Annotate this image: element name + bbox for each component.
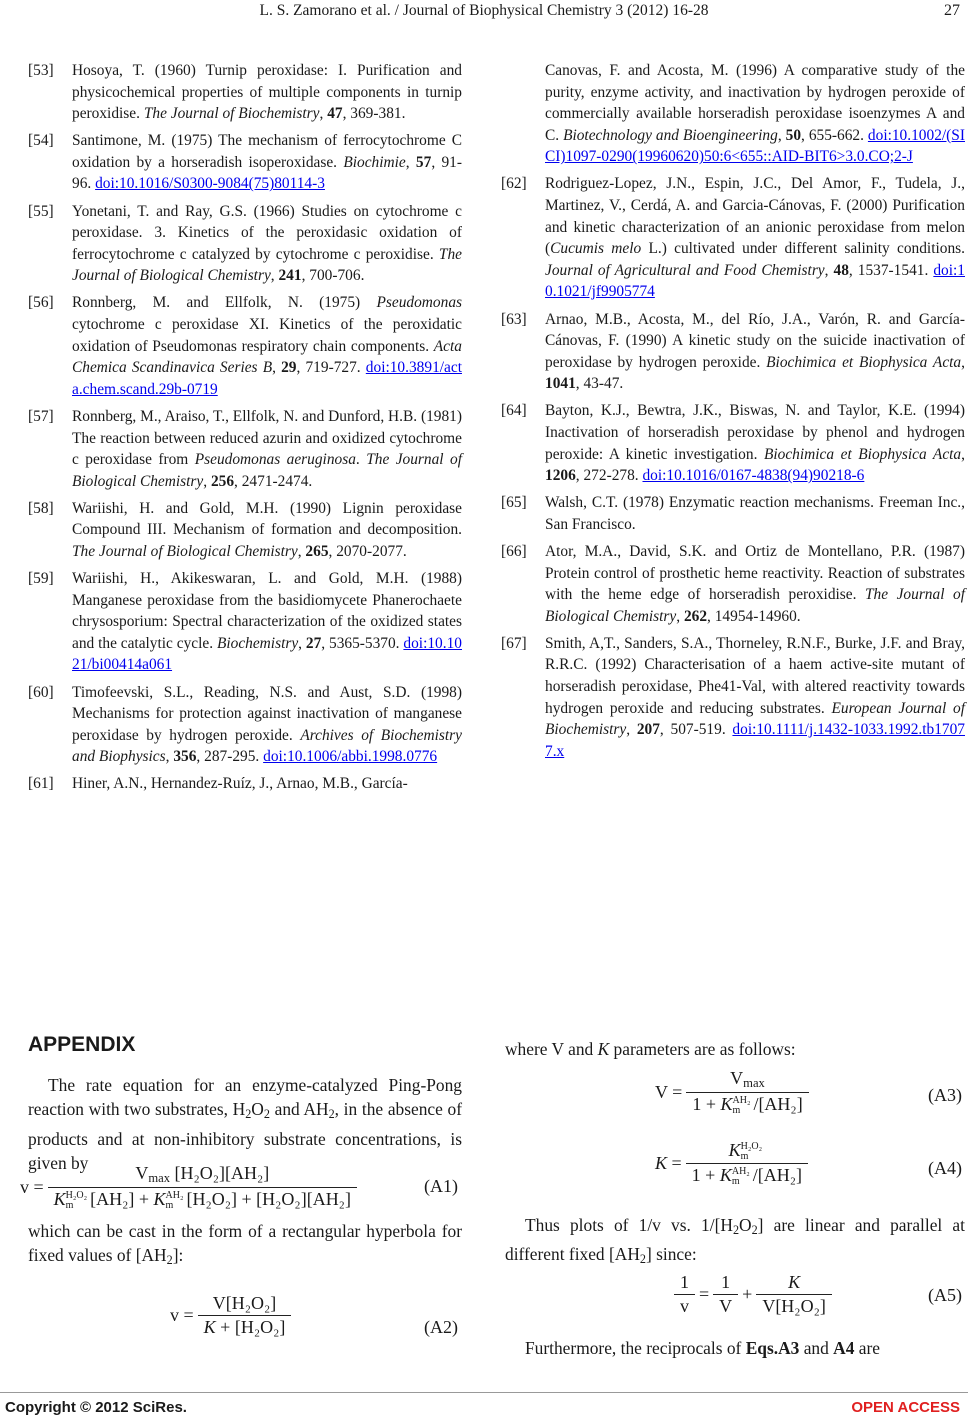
text-segment: 2 bbox=[639, 1252, 646, 1267]
reference-item bbox=[28, 773, 462, 795]
reference-text bbox=[72, 406, 462, 492]
text-segment: , 272-278. bbox=[575, 467, 643, 485]
eq-text: [H₂O₂][AH₂] bbox=[174, 1163, 270, 1183]
italic-text: Journal of Agricultural and Food Chemistry bbox=[545, 261, 825, 279]
fraction bbox=[686, 1140, 808, 1187]
doi-link[interactable]: doi:10.1006/abbi.1998.0776 bbox=[263, 748, 438, 766]
eq-text: K bbox=[53, 1189, 66, 1210]
reference-item bbox=[28, 498, 462, 563]
eq-text: /[AH₂] bbox=[753, 1094, 803, 1115]
text-segment: , 91-96. bbox=[72, 153, 462, 193]
eq-text: [H₂O₂] bbox=[775, 1296, 826, 1316]
italic-text: European Journal of Biochemistry bbox=[545, 699, 965, 739]
text-segment: and AH bbox=[269, 1099, 329, 1120]
text-segment: Canovas, F. and Acosta, M. (1996) A comparative study of the purity, enzyme activity, and inactivation by hydrogen peroxide of commercially available horseradish peroxidase isoenzymes A and C. bbox=[545, 62, 965, 144]
text-segment: The rate equation for an enzyme-catalyzed Ping-Pong reaction with two substrates, H bbox=[28, 1075, 462, 1120]
text-segment: O bbox=[739, 1215, 752, 1235]
eq-text: [H₂O₂] + [H₂O₂][AH₂] bbox=[186, 1189, 351, 1210]
text-segment: Thus plots of 1/v vs. 1/[H bbox=[525, 1215, 733, 1235]
fraction bbox=[756, 1272, 832, 1317]
eq-text: AH₂ bbox=[731, 1165, 750, 1177]
equation-label: (A2) bbox=[424, 1317, 458, 1337]
italic-text: K bbox=[597, 1039, 610, 1059]
eq-text: 1 + bbox=[691, 1164, 716, 1185]
fraction bbox=[713, 1272, 738, 1317]
text-segment: ] since: bbox=[645, 1244, 697, 1265]
text-segment: Ronnberg, M. and Ellfolk, N. (1975) bbox=[72, 294, 377, 312]
italic-text: Pseudomonas bbox=[376, 294, 462, 312]
text-segment: , bbox=[165, 748, 174, 766]
eq-text: /[AH₂] bbox=[752, 1164, 803, 1185]
reference-text bbox=[72, 201, 462, 287]
reference-item bbox=[501, 309, 965, 395]
footer-open-access: OPEN ACCESS bbox=[851, 1399, 960, 1416]
reference-text bbox=[545, 400, 965, 486]
bold-text: 262 bbox=[683, 607, 708, 625]
doi-link[interactable]: doi:10.1021/bi00414a061 bbox=[72, 634, 462, 674]
eq-text: V bbox=[212, 1293, 226, 1313]
text-segment: , bbox=[405, 153, 416, 171]
bold-text: A4 bbox=[833, 1338, 855, 1358]
reference-number: [57] bbox=[28, 407, 54, 425]
equation-label: (A1) bbox=[424, 1176, 458, 1196]
text-segment: Walsh, C.T. (1978) Enzymatic reaction mechanisms. Freeman Inc., San Francisco. bbox=[545, 494, 965, 533]
text-segment: , bbox=[961, 445, 965, 463]
bold-text: 1041 bbox=[545, 375, 576, 393]
eq-text: V bbox=[762, 1296, 776, 1316]
equation-label: (A4) bbox=[928, 1158, 962, 1178]
text-segment: , 2471-2474. bbox=[234, 472, 313, 490]
eq-lhs: V = bbox=[655, 1081, 683, 1102]
appendix-paragraph bbox=[505, 1213, 965, 1272]
text-segment: Arnao, M.B., Acosta, M., del Río, J.A., Varón, R. and García-Cánovas, F. (1990) A kinetic study on the suicide inactivation of peroxidase by hydrogen peroxide. bbox=[545, 310, 965, 371]
text-segment: , 369-381. bbox=[342, 105, 406, 123]
text-segment: parameters are as follows: bbox=[609, 1039, 796, 1059]
text-segment: , bbox=[961, 353, 965, 371]
eq-text: max bbox=[148, 1171, 170, 1186]
bold-text: 207 bbox=[636, 721, 660, 739]
eq-text: V bbox=[135, 1163, 149, 1183]
reference-text bbox=[72, 60, 462, 125]
eq-text: = bbox=[699, 1284, 710, 1304]
fraction: $\frac{1}{v}$ bbox=[674, 1272, 695, 1317]
bold-text: 29 bbox=[281, 359, 297, 377]
text-segment: 2 bbox=[166, 1253, 173, 1268]
eq-lhs: K bbox=[655, 1152, 668, 1173]
reference-number: [60] bbox=[28, 683, 54, 701]
italic-text: Acta Chemica Scandinavica Series B bbox=[72, 337, 462, 377]
eq-text: K bbox=[788, 1272, 801, 1292]
italic-text: Pseudomonas aeruginosa bbox=[194, 451, 356, 469]
equation-a1 bbox=[20, 1163, 361, 1211]
eq-text: m bbox=[65, 1200, 74, 1212]
footer-copyright: Copyright © 2012 SciRes. bbox=[5, 1399, 187, 1416]
reference-number: [67] bbox=[501, 634, 527, 652]
reference-item bbox=[501, 400, 965, 486]
references-right-column bbox=[501, 60, 965, 768]
eq-lhs: v = bbox=[170, 1305, 194, 1325]
text-segment: Santimone, M. (1975) The mechanism of ferrocytochrome C oxidation by a horseradish isoperoxidase. bbox=[72, 132, 462, 171]
appendix-paragraph bbox=[505, 1336, 965, 1360]
eq-text: max bbox=[743, 1076, 765, 1091]
eq-text: AH₂ bbox=[165, 1190, 184, 1202]
eq-text: m bbox=[732, 1105, 741, 1117]
reference-text bbox=[545, 492, 965, 535]
bold-text: 50 bbox=[785, 126, 802, 144]
reference-text bbox=[72, 130, 462, 195]
bold-text: 48 bbox=[833, 261, 849, 279]
equation-a3 bbox=[655, 1068, 813, 1116]
text-segment: , 14954-14960. bbox=[707, 607, 801, 625]
text-segment: , 287-295. bbox=[196, 748, 264, 766]
text-segment: ] are linear and parallel at different fixed [AH bbox=[505, 1215, 965, 1265]
text-segment: are bbox=[854, 1338, 880, 1358]
doi-link[interactable]: doi:10.1016/0167-4838(94)90218-6 bbox=[642, 467, 865, 485]
footer-divider bbox=[0, 1392, 968, 1393]
text-segment: Ronnberg, M., Araiso, T., Ellfolk, N. and Dunford, H.B. (1981) The reaction between reduced azurin and oxidized cytochrome c peroxidase from bbox=[72, 407, 462, 469]
text-segment: Rodriguez-Lopez, J.N., Espin, J.C., Del Amor, F., Tudela, J., Martinez, V., Cerdá, A. and Garcia-Cánovas, F. (2000) Purification and kinetic characterization of an anionic peroxidase from melon ( bbox=[545, 175, 965, 258]
reference-number bbox=[501, 60, 545, 168]
reference-item bbox=[28, 682, 462, 768]
reference-item bbox=[501, 492, 965, 535]
eq-text: [H₂O₂] bbox=[225, 1293, 277, 1313]
text-segment: , 507-519. bbox=[659, 721, 733, 739]
text-segment: . bbox=[355, 451, 367, 469]
bold-text: 57 bbox=[415, 153, 432, 171]
text-segment: Furthermore, the reciprocals of bbox=[525, 1338, 746, 1358]
fraction bbox=[198, 1293, 292, 1338]
reference-item bbox=[501, 60, 965, 168]
bold-text: 1206 bbox=[545, 467, 576, 485]
text-segment: , 43-47. bbox=[575, 375, 624, 393]
doi-link[interactable]: doi:10.3891/acta.chem.scand.29b-0719 bbox=[72, 359, 462, 398]
eq-text: m bbox=[165, 1200, 174, 1212]
italic-text: Biochemistry bbox=[216, 634, 299, 652]
eq-text: 1 bbox=[680, 1272, 689, 1292]
eq-text: m bbox=[740, 1150, 749, 1162]
bold-text: 241 bbox=[278, 267, 302, 285]
reference-number: [62] bbox=[501, 175, 527, 193]
reference-number: [56] bbox=[28, 294, 54, 312]
italic-text: Biotechnology and Bioengineering bbox=[563, 126, 778, 144]
appendix-heading: APPENDIX bbox=[28, 1033, 136, 1056]
reference-item bbox=[501, 633, 965, 763]
reference-text bbox=[545, 173, 965, 303]
italic-text: Biochimie bbox=[343, 153, 406, 171]
text-segment: L.) cultivated under different salinity conditions. bbox=[641, 240, 965, 258]
reference-number: [53] bbox=[28, 62, 54, 79]
eq-text: m bbox=[731, 1175, 740, 1187]
doi-link[interactable]: doi:10.1021/jf9905774 bbox=[545, 261, 965, 301]
fraction bbox=[48, 1163, 357, 1211]
text-segment: which can be cast in the form of a rectangular hyperbola for fixed values of [AH bbox=[28, 1221, 462, 1266]
reference-item bbox=[28, 568, 462, 676]
eq-text: V bbox=[730, 1068, 744, 1088]
text-segment: cytochrome c peroxidase XI. Kinetics of the peroxidatic oxidation of Pseudomonas respiratory chain components. bbox=[72, 316, 462, 355]
reference-number: [65] bbox=[501, 494, 527, 512]
reference-number: [63] bbox=[501, 310, 527, 328]
text-segment: 2 bbox=[328, 1107, 335, 1122]
eq-text: + [H₂O₂] bbox=[220, 1317, 286, 1337]
text-segment: , 655-662. bbox=[801, 126, 868, 144]
reference-item bbox=[28, 292, 462, 400]
reference-number: [64] bbox=[501, 402, 527, 420]
reference-item bbox=[28, 406, 462, 492]
equation-label: (A5) bbox=[928, 1285, 962, 1305]
italic-text: Cucumis melo bbox=[550, 240, 642, 258]
appendix-paragraph bbox=[505, 1037, 965, 1061]
page-number: 27 bbox=[944, 2, 960, 19]
eq-text: K bbox=[719, 1164, 732, 1185]
reference-text bbox=[72, 568, 462, 676]
italic-text: Biochimica et Biophysica Acta bbox=[763, 445, 962, 463]
text-segment: Bayton, K.J., Bewtra, J.K., Biswas, N. and Taylor, K.E. (1994) Inactivation of horseradish peroxidase by phenol and hydrogen peroxide: A kinetic investigation. bbox=[545, 402, 965, 463]
text-segment: Hiner, A.N., Hernandez-Ruíz, J., Arnao, M.B., García- bbox=[72, 775, 408, 793]
reference-text bbox=[545, 633, 965, 763]
bold-text: 356 bbox=[173, 748, 197, 766]
text-segment: , bbox=[626, 721, 637, 739]
fraction bbox=[686, 1068, 808, 1116]
text-segment: Timofeevski, S.L., Reading, N.S. and Aust, S.D. (1998) Mechanisms for protection against inactivation of manganese peroxidase by hydrogen peroxide. bbox=[72, 683, 462, 744]
doi-link[interactable]: doi:10.1016/S0300-9084(75)80114-3 bbox=[95, 175, 325, 193]
text-segment: Hosoya, T. (1960) Turnip peroxidase: I. Purification and physicochemical properties of multiple components in turnip peroxidise. bbox=[72, 62, 462, 123]
text-segment: ]: bbox=[172, 1245, 184, 1266]
reference-text bbox=[545, 309, 965, 395]
reference-text bbox=[545, 60, 965, 168]
text-segment: , bbox=[676, 607, 684, 625]
italic-text: The Journal of Biochemistry bbox=[143, 105, 320, 123]
reference-text bbox=[72, 682, 462, 768]
text-segment: , bbox=[270, 267, 279, 285]
eq-text: H₂O₂ bbox=[740, 1140, 763, 1152]
italic-text: The Journal of Biological Chemistry bbox=[72, 245, 462, 285]
reference-number: [54] bbox=[28, 132, 54, 150]
equation-a5 bbox=[670, 1272, 836, 1317]
reference-item bbox=[501, 173, 965, 303]
eq-lhs: v = bbox=[20, 1176, 44, 1197]
eq-text: K bbox=[728, 1140, 741, 1160]
text-segment: O bbox=[251, 1099, 264, 1120]
eq-text: H₂O₂ bbox=[65, 1190, 88, 1202]
text-segment: , 719-727. bbox=[296, 359, 366, 377]
reference-item bbox=[501, 541, 965, 627]
reference-number: [66] bbox=[501, 542, 527, 560]
italic-text: Archives of Biochemistry and Biophysics bbox=[72, 726, 462, 766]
italic-text: The Journal of Biological Chemistry bbox=[545, 586, 965, 625]
reference-number: [58] bbox=[28, 499, 54, 517]
bold-text: Eqs.A3 bbox=[745, 1338, 800, 1358]
text-segment: , bbox=[824, 261, 834, 279]
text-segment: , bbox=[298, 634, 306, 652]
reference-text bbox=[545, 541, 965, 627]
eq-text: + bbox=[742, 1284, 753, 1304]
reference-item bbox=[28, 201, 462, 287]
reference-number: [59] bbox=[28, 570, 54, 588]
eq-text: = bbox=[671, 1152, 682, 1173]
eq-text: K bbox=[720, 1094, 733, 1115]
text-segment: 2 bbox=[732, 1223, 740, 1238]
eq-text: 1 + bbox=[692, 1094, 716, 1115]
doi-link[interactable]: doi:10.1002/(SICI)1097-0290(19960620)50:6<655::AID-BIT6>3.0.CO;2-J bbox=[545, 126, 965, 166]
reference-text bbox=[72, 498, 462, 563]
reference-item bbox=[28, 60, 462, 125]
text-segment: , bbox=[777, 126, 786, 144]
doi-link[interactable]: doi:10.1111/j.1432-1033.1992.tb17077.x bbox=[545, 721, 965, 760]
equation-a2 bbox=[170, 1293, 295, 1338]
reference-text bbox=[72, 292, 462, 400]
text-segment: Wariishi, H. and Gold, M.H. (1990) Lignin peroxidase Compound III. Mechanism of formation and decomposition. bbox=[72, 499, 462, 539]
eq-text: K bbox=[203, 1317, 216, 1337]
bold-text: 265 bbox=[305, 542, 329, 560]
text-segment: Ator, M.A., David, S.K. and Ortiz de Montellano, P.R. (1987) Protein control of prosthetic heme reactivity. Reaction of substrates with the heme edge of horseradish peroxidise. bbox=[545, 542, 965, 604]
text-segment: , bbox=[272, 359, 282, 377]
text-segment: , 5365-5370. bbox=[321, 634, 404, 652]
bold-text: 256 bbox=[210, 472, 235, 490]
bold-text: 27 bbox=[305, 634, 322, 652]
reference-number: [61] bbox=[28, 775, 54, 793]
text-segment: , 1537-1541. bbox=[848, 261, 934, 279]
text-segment: , in the absence of products and at non-inhibitory substrate concentrations, is given by bbox=[28, 1099, 463, 1173]
appendix-paragraph bbox=[28, 1073, 462, 1175]
references-left-column bbox=[28, 60, 462, 801]
eq-text: V bbox=[713, 1294, 738, 1317]
text-segment: , bbox=[297, 542, 306, 560]
text-segment: , bbox=[203, 472, 211, 490]
running-header: L. S. Zamorano et al. / Journal of Biophysical Chemistry 3 (2012) 16-28 bbox=[259, 2, 709, 19]
equation-a4 bbox=[655, 1140, 812, 1187]
equation-label: (A3) bbox=[928, 1085, 962, 1105]
italic-text: The Journal of Biological Chemistry bbox=[72, 542, 298, 560]
italic-text: Biochimica et Biophysica Acta bbox=[766, 353, 962, 371]
italic-text: The Journal of Biological Chemistry bbox=[72, 451, 462, 490]
text-segment: 2 bbox=[751, 1223, 758, 1238]
text-segment: 2 bbox=[245, 1107, 252, 1122]
text-segment: 2 bbox=[263, 1107, 270, 1122]
text-segment: where V and bbox=[505, 1039, 598, 1059]
eq-text: AH₂ bbox=[732, 1095, 751, 1107]
eq-text: [AH₂] + bbox=[90, 1189, 150, 1210]
appendix-paragraph bbox=[28, 1219, 462, 1273]
text-segment: , 2070-2077. bbox=[328, 542, 407, 560]
reference-text bbox=[72, 773, 462, 795]
text-segment: , 700-706. bbox=[301, 267, 365, 285]
text-segment: and bbox=[799, 1338, 834, 1358]
text-segment: Yonetani, T. and Ray, G.S. (1966) Studies on cytochrome c peroxidase. 3. Kinetics of the peroxidasic oxidation of ferrocytochrome c catalyzed by cytochrome c peroxidise. bbox=[72, 202, 462, 263]
reference-item bbox=[28, 130, 462, 195]
bold-text: 47 bbox=[327, 105, 343, 123]
text-segment: , bbox=[319, 105, 328, 123]
text-segment: Wariishi, H., Akikeswaran, L. and Gold, M.H. (1988) Manganese peroxidase from the basidiomycete Phanerochaete chrysosporium: Spectral characterization of the oxidized states and the catalytic cycle. bbox=[72, 570, 462, 652]
reference-number: [55] bbox=[28, 202, 54, 220]
eq-text: 1 bbox=[721, 1272, 731, 1292]
eq-text: K bbox=[153, 1189, 166, 1210]
text-segment: Smith, A,T., Sanders, S.A., Thorneley, R.N.F., Burke, J.F. and Bray, R.R.C. (1992) Characterisation of a haem active-site mutant of horseradish peroxidase, Phe41-Val, with altered reactivity towards hydrogen peroxide and reducing substrates. bbox=[545, 634, 965, 717]
